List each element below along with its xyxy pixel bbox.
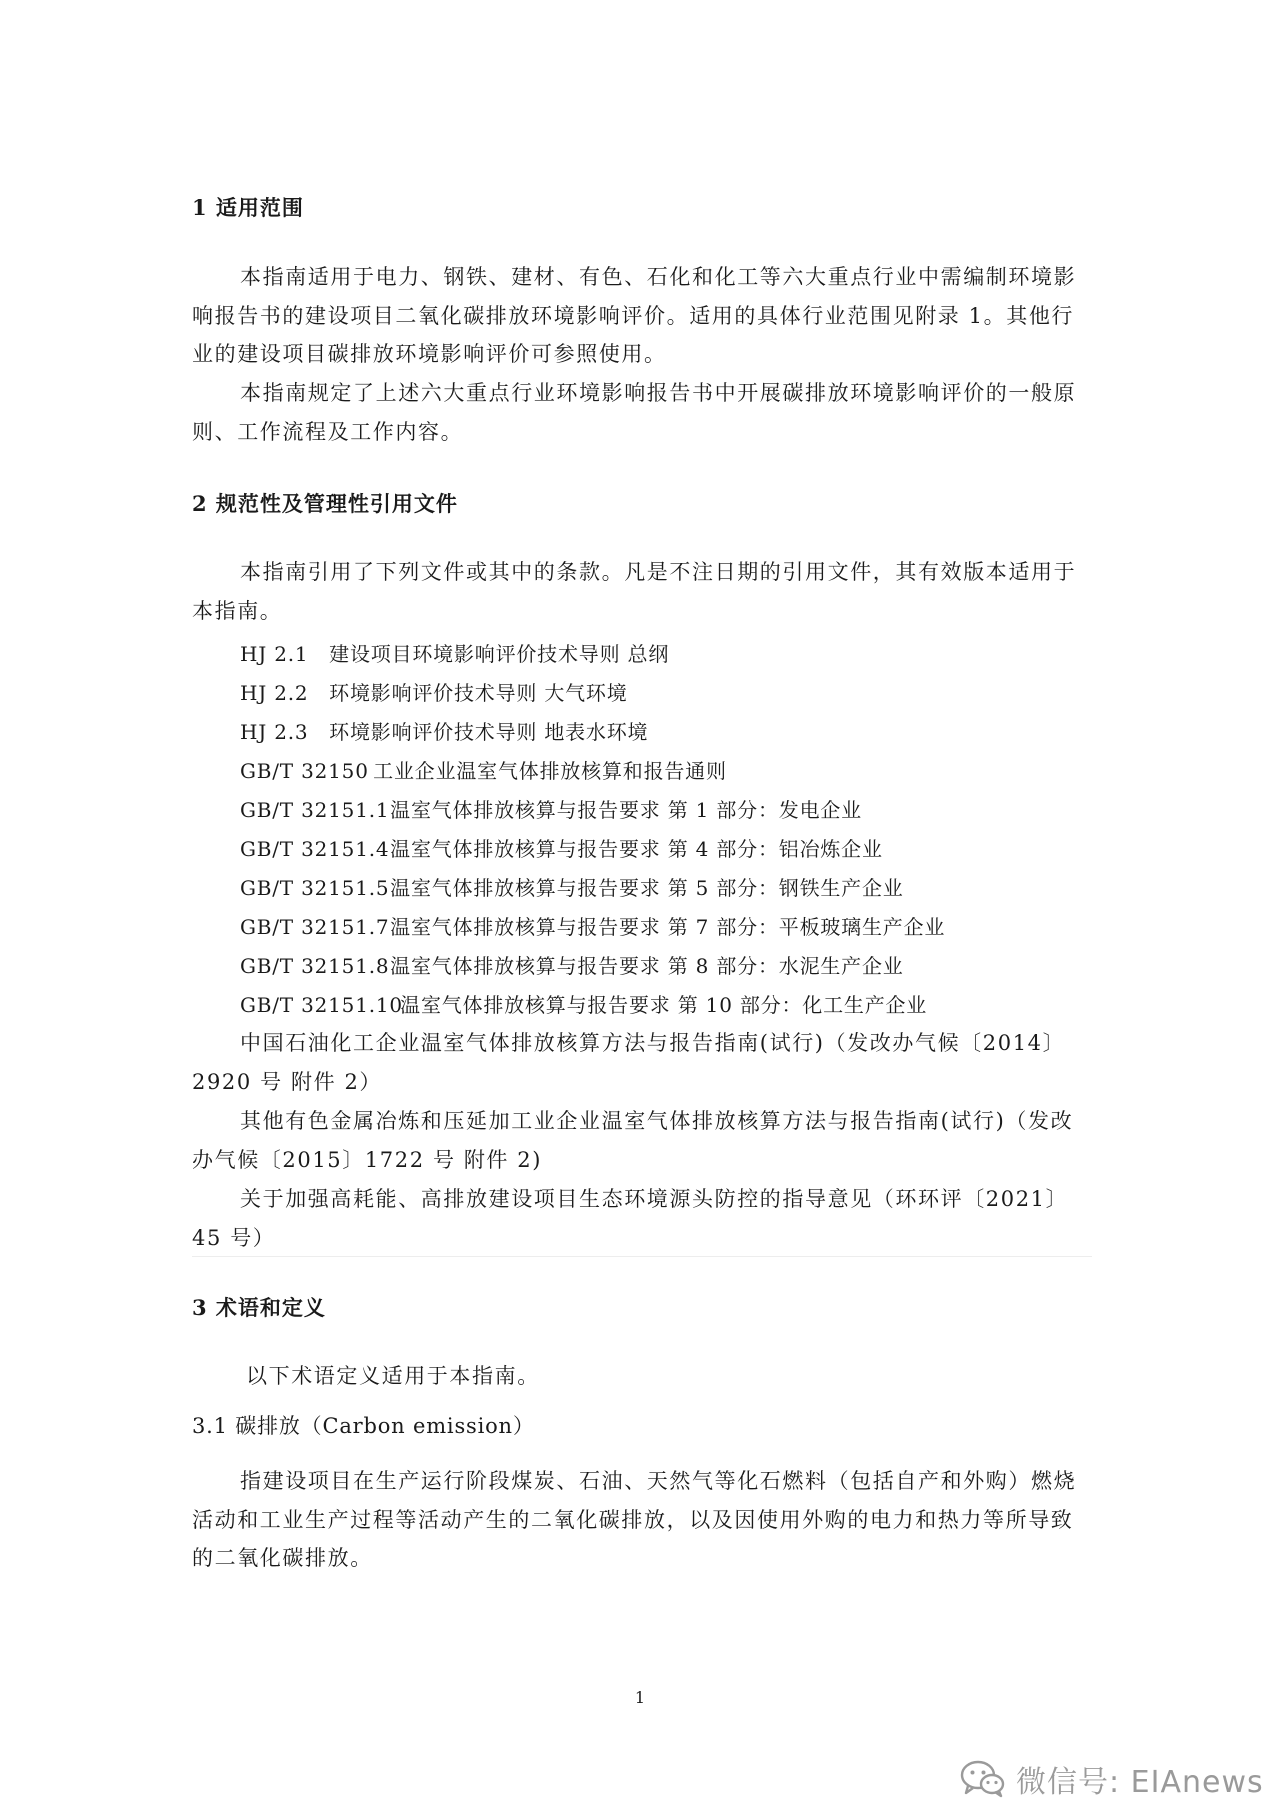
reference-item [240,833,883,862]
watermark [960,1757,1264,1801]
section-3-intro: 以下术语定义适用于本指南。 [246,1364,540,1388]
section-2-heading: 2 规范性及管理性引用文件 [192,491,458,516]
watermark-text: 微信号: EIAnews [1016,1765,1264,1800]
wechat-icon [960,1759,1006,1799]
reference-item [240,677,628,706]
reference-title: 环境影响评价技术导则 大气环境 [329,681,628,705]
section-2-extra-reference-1: 中国石油化工企业温室气体排放核算方法与报告指南(试行)（发改办气候〔2014〕2920 号 附件 2） [192,1031,1066,1094]
section-1-paragraph-1: 本指南适用于电力、钢铁、建材、有色、石化和化工等六大重点行业中需编制环境影响报告书的建设项目二氧化碳排放环境影响评价。适用的具体行业范围见附录 1。其他行业的建设项目碳排放环境影响评价可参照使用。 [192,265,1077,366]
reference-title: 温室气体排放核算与报告要求 第 4 部分：铝冶炼企业 [390,837,883,861]
section-3-1-definition: 指建设项目在生产运行阶段煤炭、石油、天然气等化石燃料（包括自产和外购）燃烧活动和工业生产过程等活动产生的二氧化碳排放，以及因使用外购的电力和热力等所导致的二氧化碳排放。 [192,1469,1077,1570]
section-1-paragraph-2: 本指南规定了上述六大重点行业环境影响报告书中开展碳排放环境影响评价的一般原则、工作流程及工作内容。 [192,381,1077,444]
reference-title: 环境影响评价技术导则 地表水环境 [329,720,649,744]
section-2-intro: 本指南引用了下列文件或其中的条款。凡是不注日期的引用文件，其有效版本适用于本指南。 [192,560,1077,623]
section-3-heading: 3 术语和定义 [192,1295,326,1320]
reference-item [240,950,904,979]
subsection-3-1-heading: 3.1 碳排放（Carbon emission） [192,1414,535,1438]
reference-item [240,911,945,940]
reference-item [240,755,727,784]
reference-code: HJ 2.1 [240,642,309,666]
reference-title: 工业企业温室气体排放核算和报告通则 [373,759,727,783]
reference-code: GB/T 32151.7 [240,915,390,939]
reference-title: 建设项目环境影响评价技术导则 总纲 [329,642,670,666]
reference-item [240,716,648,745]
page-number: 1 [634,1688,646,1707]
reference-code: GB/T 32150 [240,759,369,783]
reference-code: GB/T 32151.1 [240,798,390,822]
reference-code: HJ 2.2 [240,681,309,705]
reference-code: GB/T 32151.5 [240,876,390,900]
reference-title: 温室气体排放核算与报告要求 第 1 部分：发电企业 [390,798,862,822]
reference-code: GB/T 32151.8 [240,954,390,978]
divider [192,1256,1092,1257]
section-2-extra-reference-2: 其他有色金属冶炼和压延加工业企业温室气体排放核算方法与报告指南(试行)（发改办气候〔2015〕1722 号 附件 2) [192,1109,1074,1172]
reference-title: 温室气体排放核算与报告要求 第 5 部分：钢铁生产企业 [390,876,904,900]
reference-item [240,638,669,667]
section-2-extra-reference-3: 关于加强高耗能、高排放建设项目生态环境源头防控的指导意见（环环评〔2021〕45 号） [192,1187,1069,1250]
section-1-heading: 1 适用范围 [192,195,304,220]
reference-code: GB/T 32151.10 [240,993,403,1017]
reference-item [240,989,927,1018]
reference-code: HJ 2.3 [240,720,309,744]
reference-title: 温室气体排放核算与报告要求 第 8 部分：水泥生产企业 [390,954,904,978]
reference-code: GB/T 32151.4 [240,837,390,861]
reference-title: 温室气体排放核算与报告要求 第 7 部分：平板玻璃生产企业 [390,915,946,939]
reference-item [240,794,862,823]
reference-title: 温室气体排放核算与报告要求 第 10 部分：化工生产企业 [400,993,928,1017]
reference-item [240,872,904,901]
